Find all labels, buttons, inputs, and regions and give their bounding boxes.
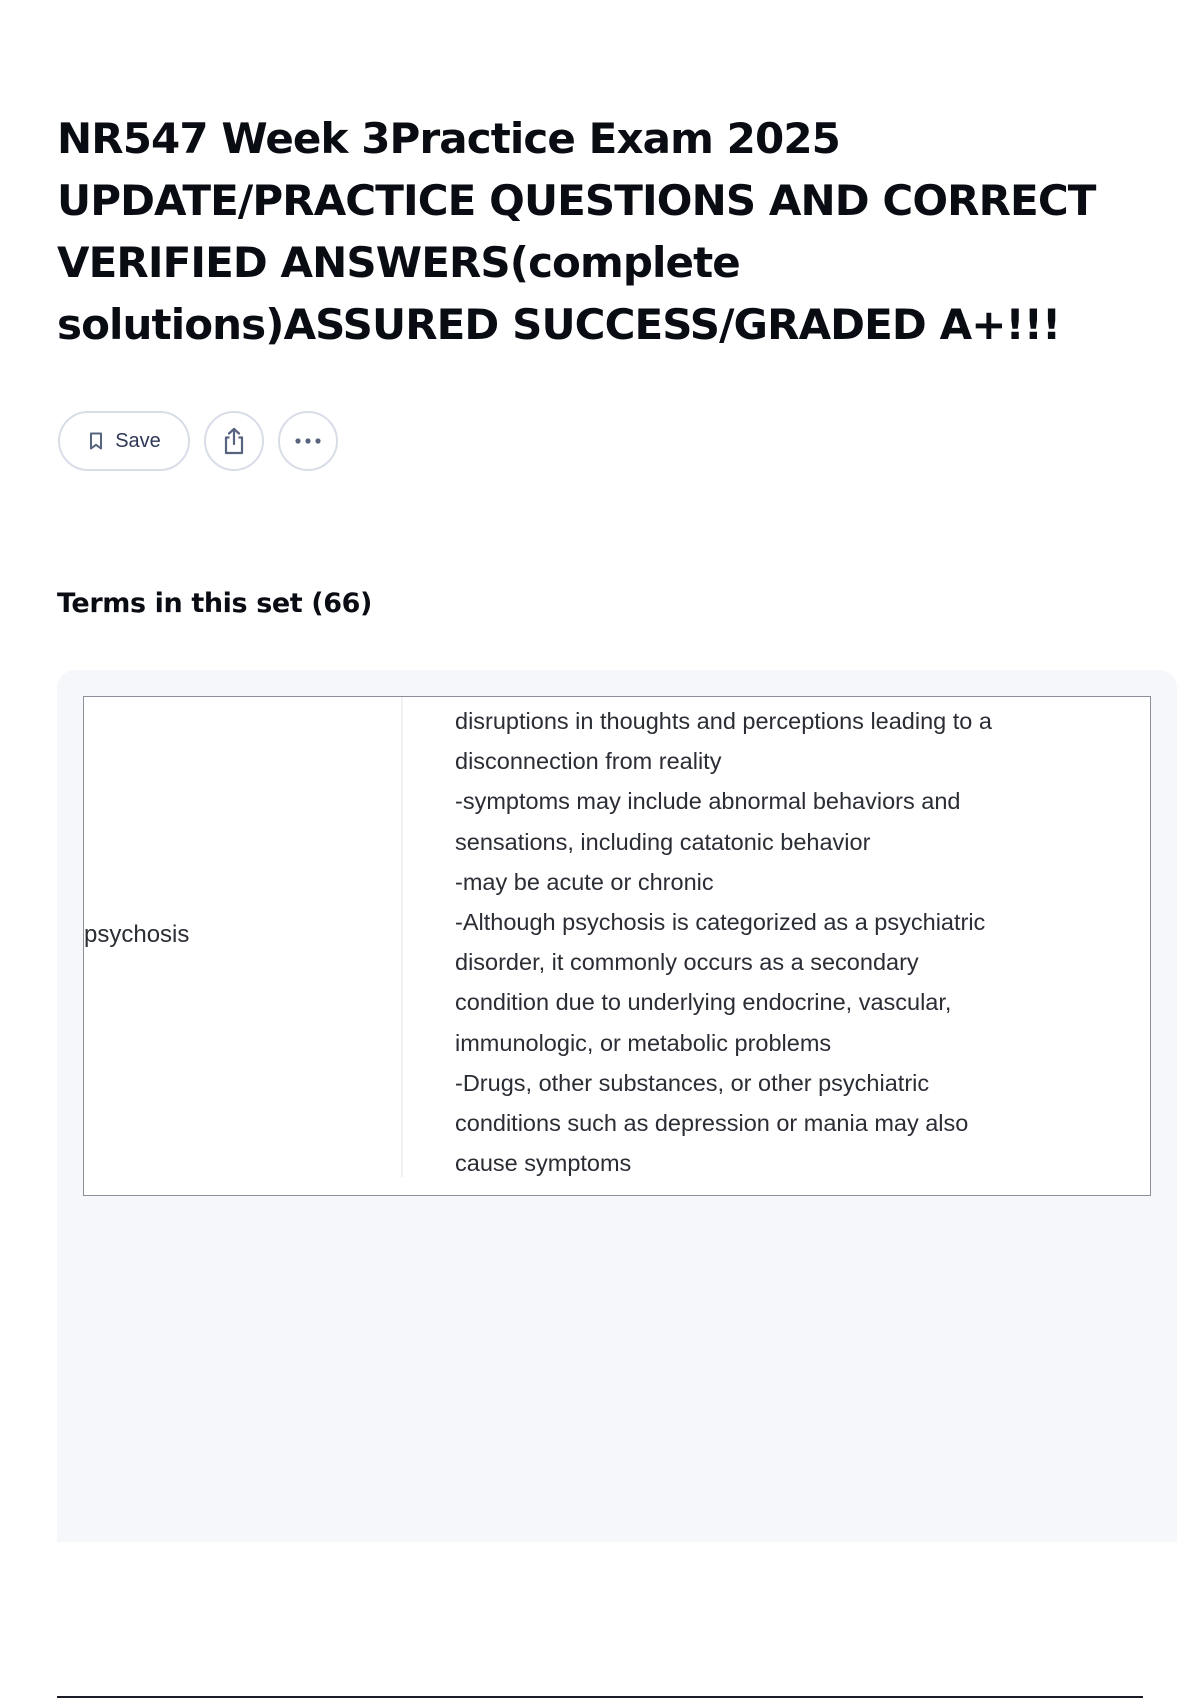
save-label: Save [115,429,161,452]
definition-line: condition due to underlying endocrine, vascular, [455,989,952,1016]
term-side [84,697,403,1177]
terms-heading: Terms in this set (66) [57,588,372,619]
definition-line: -Drugs, other substances, or other psychiatric [455,1069,930,1096]
definition-line: cause symptoms [455,1150,632,1177]
more-horizontal-icon [293,437,323,445]
definition-line: disruptions in thoughts and perceptions leading to a [455,708,992,734]
bookmark-icon [87,431,105,451]
share-icon [220,426,248,456]
more-options-button[interactable] [278,411,338,471]
definition-line: -symptoms may include abnormal behaviors and [455,788,961,815]
definition-side [403,697,1150,1195]
term-card[interactable] [83,696,1151,1196]
definition-line: -may be acute or chronic [455,868,714,895]
definition-line: -Although psychosis is categorized as a psychiatric [455,909,986,936]
save-button[interactable] [58,411,190,471]
page-title: NR547 Week 3Practice Exam 2025 UPDATE/PRACTICE QUESTIONS AND CORRECT VERIFIED ANSWERS(complete solutions)ASSURED SUCCESS/GRADED A+!!! [57,114,1096,349]
definition-line: conditions such as depression or mania may also [455,1110,969,1137]
bottom-divider [57,1696,1143,1698]
definition-line: sensations, including catatonic behavior [455,828,871,855]
definition-line: immunologic, or metabolic problems [455,1029,832,1056]
term-word: psychosis [84,921,190,948]
definition-line: disconnection from reality [455,748,722,775]
terms-panel [57,670,1177,1542]
action-bar [58,411,338,471]
share-button[interactable] [204,411,264,471]
definition-line: disorder, it commonly occurs as a secondary [455,949,919,976]
